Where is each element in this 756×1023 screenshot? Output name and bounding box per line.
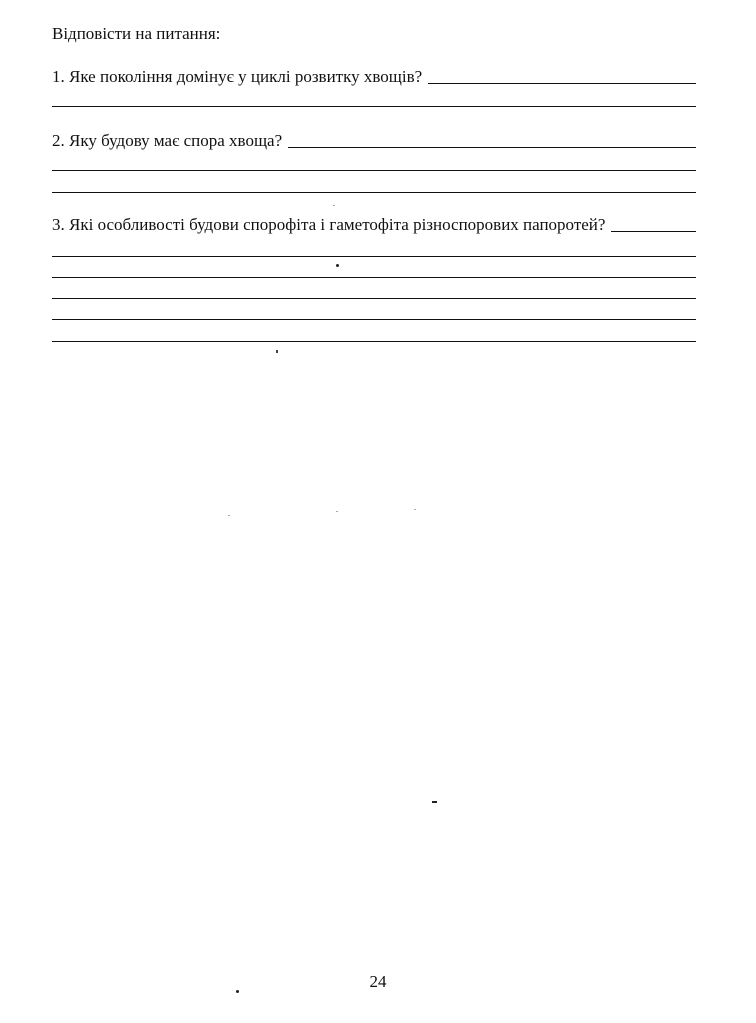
answer-line[interactable] — [52, 341, 696, 342]
question-2-text: 2. Яку будову має спора хвоща? — [52, 131, 283, 150]
instructions-heading: Відповісти на питання: — [52, 24, 221, 43]
question-2 — [52, 129, 696, 151]
scan-speck — [432, 801, 437, 803]
question-1-text: 1. Яке покоління домінує у циклі розвитку хвощів? — [52, 67, 423, 86]
answer-line[interactable] — [52, 256, 696, 257]
question-2-answer-field[interactable] — [288, 147, 696, 148]
scan-speck — [228, 515, 230, 516]
answer-line[interactable] — [52, 319, 696, 320]
scan-speck — [414, 509, 416, 510]
answer-line[interactable] — [52, 277, 696, 278]
question-3 — [52, 213, 696, 235]
question-1-answer-field[interactable] — [428, 83, 696, 84]
scan-speck — [333, 205, 335, 206]
answer-line[interactable] — [52, 192, 696, 193]
answer-line[interactable] — [52, 298, 696, 299]
scan-speck — [336, 511, 338, 512]
question-1 — [52, 65, 696, 87]
question-3-answer-field[interactable] — [611, 231, 696, 232]
scan-speck — [276, 350, 278, 353]
question-3-text: 3. Які особливості будови спорофіта і гаметофіта різноспорових папоротей? — [52, 215, 606, 234]
page-number: 24 — [369, 972, 387, 991]
answer-line[interactable] — [52, 106, 696, 107]
scan-speck — [336, 264, 339, 267]
answer-line[interactable] — [52, 170, 696, 171]
